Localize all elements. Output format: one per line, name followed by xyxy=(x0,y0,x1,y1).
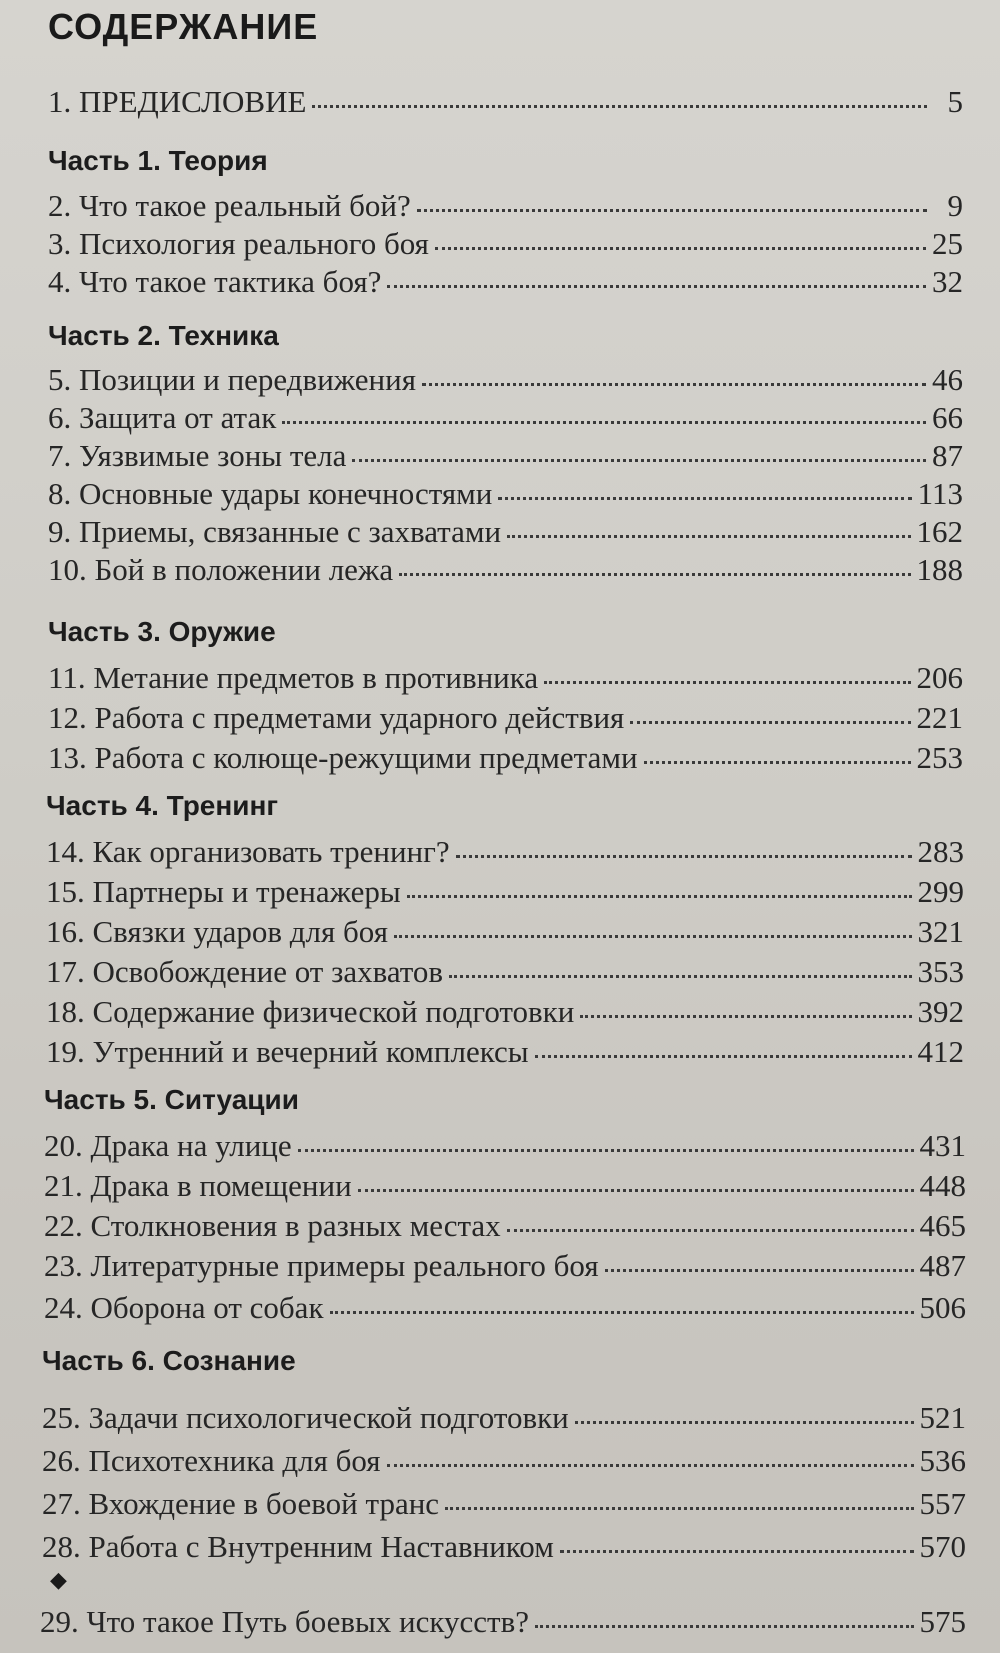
toc-entry[interactable] xyxy=(42,1443,966,1479)
dot-leader xyxy=(352,459,926,462)
dot-leader xyxy=(498,497,911,500)
toc-entry[interactable] xyxy=(46,914,964,950)
entry-title: 5. Позиции и передвижения xyxy=(48,362,416,397)
dot-leader xyxy=(394,935,912,938)
entry-page: 431 xyxy=(919,1128,966,1163)
entry-page: 46 xyxy=(932,362,963,397)
part-heading-1: Часть 1. Теория xyxy=(48,145,268,176)
entry-page: 299 xyxy=(917,874,964,909)
part-heading-3: Часть 3. Оружие xyxy=(48,616,276,647)
dot-leader xyxy=(312,105,927,108)
toc-entry[interactable] xyxy=(46,834,964,870)
entry-title: 29. Что такое Путь боевых искусств? xyxy=(40,1604,529,1639)
dot-leader xyxy=(449,975,911,978)
toc-entry[interactable] xyxy=(46,954,964,990)
dot-leader xyxy=(399,573,910,576)
dot-leader xyxy=(330,1311,914,1314)
entry-page: 465 xyxy=(919,1208,966,1243)
entry-title: 10. Бой в положении лежа xyxy=(48,552,394,587)
dot-leader xyxy=(417,209,927,212)
entry-page: 162 xyxy=(916,514,963,549)
toc-title: СОДЕРЖАНИЕ xyxy=(48,6,319,47)
entry-title: 12. Работа с предметами ударного действия xyxy=(48,700,625,735)
toc-entry[interactable] xyxy=(40,1604,966,1640)
entry-page: 9 xyxy=(947,188,963,223)
entry-page: 188 xyxy=(916,552,963,587)
dot-leader xyxy=(435,247,926,250)
dot-leader xyxy=(358,1189,914,1192)
entry-title: 27. Вхождение в боевой транс xyxy=(42,1486,440,1521)
entry-title: 28. Работа с Внутренним Наставником xyxy=(42,1529,554,1564)
entry-page: 536 xyxy=(919,1443,966,1478)
toc-entry[interactable] xyxy=(46,994,964,1030)
toc-entry[interactable] xyxy=(44,1168,966,1204)
toc-entry[interactable] xyxy=(48,740,963,776)
entry-page: 575 xyxy=(919,1604,966,1639)
dot-leader xyxy=(298,1149,914,1152)
entry-title: 18. Содержание физической подготовки xyxy=(46,994,575,1029)
entry-page: 570 xyxy=(919,1529,966,1564)
dot-leader xyxy=(507,1229,914,1232)
dot-leader xyxy=(422,383,926,386)
entry-page: 66 xyxy=(932,400,963,435)
entry-title: 7. Уязвимые зоны тела xyxy=(48,438,347,473)
entry-title: 15. Партнеры и тренажеры xyxy=(46,874,401,909)
dot-leader xyxy=(575,1421,914,1424)
dot-leader xyxy=(407,895,912,898)
entry-title: 6. Защита от атак xyxy=(48,400,277,435)
diamond-separator-icon: ◆ xyxy=(50,1568,67,1593)
entry-title: 9. Приемы, связанные с захватами xyxy=(48,514,502,549)
dot-leader xyxy=(445,1507,913,1510)
entry-title: 21. Драка в помещении xyxy=(44,1168,352,1203)
entry-page: 487 xyxy=(919,1248,966,1283)
entry-title: 11. Метание предметов в противника xyxy=(48,660,539,695)
entry-title: 26. Психотехника для боя xyxy=(42,1443,381,1478)
toc-entry[interactable] xyxy=(46,874,964,910)
part-heading-4: Часть 4. Тренинг xyxy=(46,790,279,821)
entry-page: 221 xyxy=(916,700,963,735)
toc-entry[interactable] xyxy=(48,476,963,512)
entry-title: 2. Что такое реальный бой? xyxy=(48,188,411,223)
toc-entry[interactable] xyxy=(48,438,963,474)
entry-page: 557 xyxy=(919,1486,966,1521)
entry-title: 4. Что такое тактика боя? xyxy=(48,264,382,299)
entry-title: 8. Основные удары конечностями xyxy=(48,476,493,511)
entry-page: 353 xyxy=(917,954,964,989)
entry-page: 113 xyxy=(917,476,963,511)
entry-page: 412 xyxy=(917,1034,964,1069)
entry-page: 392 xyxy=(917,994,964,1029)
dot-leader xyxy=(605,1269,914,1272)
toc-entry[interactable] xyxy=(42,1486,966,1522)
dot-leader xyxy=(630,721,910,724)
part-heading-5: Часть 5. Ситуации xyxy=(44,1084,299,1115)
toc-entry[interactable] xyxy=(48,400,963,436)
entry-title: 1. ПРЕДИСЛОВИЕ xyxy=(48,84,307,119)
entry-title: 13. Работа с колюще-режущими предметами xyxy=(48,740,638,775)
entry-page: 206 xyxy=(916,660,963,695)
toc-entry[interactable] xyxy=(48,264,963,300)
dot-leader xyxy=(535,1055,912,1058)
dot-leader xyxy=(387,1464,914,1467)
toc-entry[interactable] xyxy=(48,188,963,224)
entry-page: 283 xyxy=(917,834,964,869)
part-heading-6: Часть 6. Сознание xyxy=(42,1345,296,1376)
entry-page: 87 xyxy=(932,438,963,473)
toc-entry[interactable] xyxy=(44,1290,966,1326)
dot-leader xyxy=(544,681,910,684)
dot-leader xyxy=(560,1550,914,1553)
dot-leader xyxy=(507,535,910,538)
entry-page: 321 xyxy=(917,914,964,949)
toc-entry[interactable] xyxy=(48,700,963,736)
entry-page: 506 xyxy=(919,1290,966,1325)
toc-entry[interactable] xyxy=(42,1529,966,1565)
entry-page: 253 xyxy=(916,740,963,775)
entry-title: 24. Оборона от собак xyxy=(44,1290,324,1325)
toc-entry[interactable] xyxy=(48,362,963,398)
toc-entry[interactable] xyxy=(48,226,963,262)
entry-title: 23. Литературные примеры реального боя xyxy=(44,1248,599,1283)
dot-leader xyxy=(535,1625,914,1628)
toc-entry[interactable] xyxy=(44,1208,966,1244)
entry-title: 17. Освобождение от захватов xyxy=(46,954,444,989)
entry-title: 19. Утренний и вечерний комплексы xyxy=(46,1034,529,1069)
dot-leader xyxy=(282,421,926,424)
toc-entry[interactable] xyxy=(42,1400,966,1436)
dot-leader xyxy=(456,855,912,858)
toc-entry[interactable] xyxy=(48,552,963,588)
entry-title: 16. Связки ударов для боя xyxy=(46,914,388,949)
entry-title: 22. Столкновения в разных местах xyxy=(44,1208,501,1243)
entry-page: 521 xyxy=(919,1400,966,1435)
toc-entry[interactable] xyxy=(44,1128,966,1164)
dot-leader xyxy=(387,285,926,288)
toc-entry[interactable] xyxy=(46,1034,964,1070)
toc-entry[interactable] xyxy=(48,514,963,550)
entry-title: 20. Драка на улице xyxy=(44,1128,292,1163)
entry-page: 5 xyxy=(947,84,963,119)
toc-entry[interactable] xyxy=(44,1248,966,1284)
dot-leader xyxy=(580,1015,911,1018)
part-heading-2: Часть 2. Техника xyxy=(48,320,279,351)
entry-title: 3. Психология реального боя xyxy=(48,226,429,261)
entry-page: 448 xyxy=(919,1168,966,1203)
dot-leader xyxy=(644,761,911,764)
entry-title: 14. Как организовать тренинг? xyxy=(46,834,450,869)
toc-entry-preface[interactable] xyxy=(48,84,963,120)
entry-page: 25 xyxy=(932,226,963,261)
toc-entry[interactable] xyxy=(48,660,963,696)
entry-page: 32 xyxy=(932,264,963,299)
entry-title: 25. Задачи психологической подготовки xyxy=(42,1400,569,1435)
